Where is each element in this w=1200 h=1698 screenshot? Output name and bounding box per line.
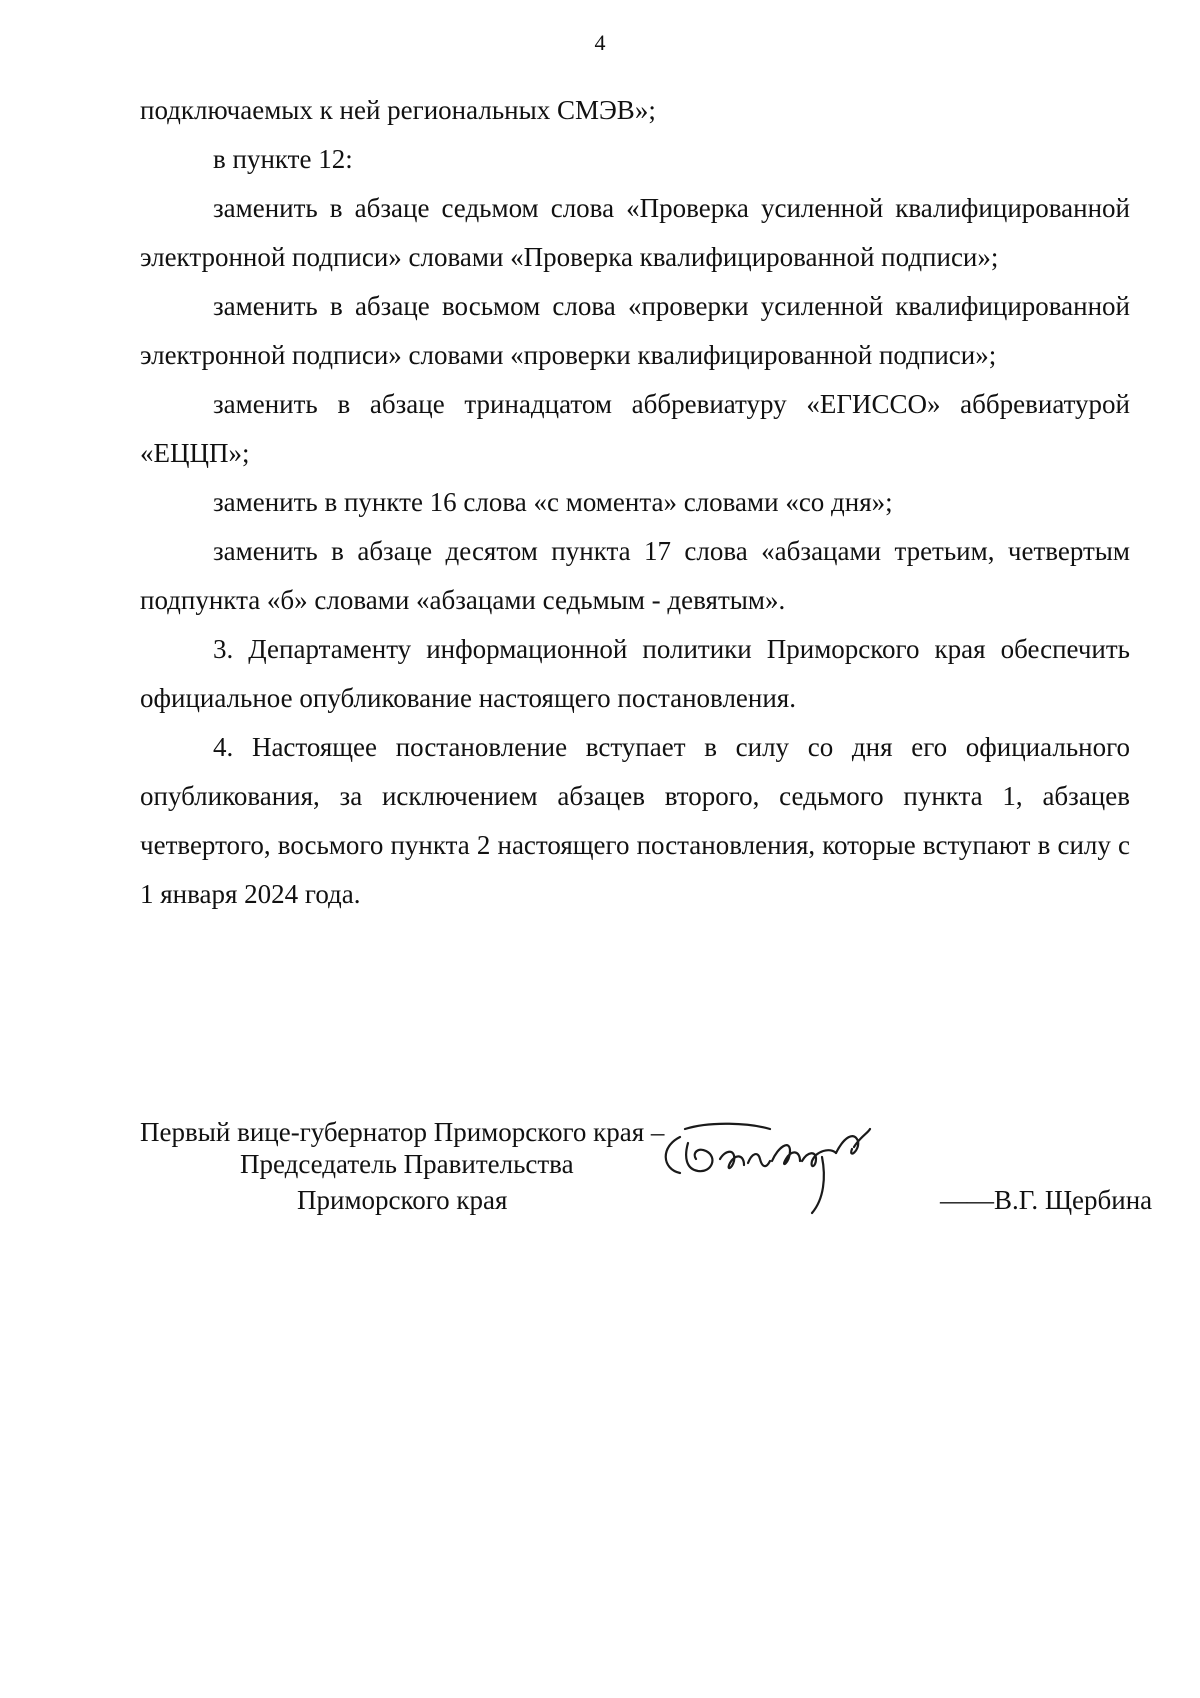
paragraph-amend-eighth: заменить в абзаце восьмом слова «проверки усиленной квалифицированной электронной подписи» словами «проверки квалифицированной подписи»; bbox=[140, 291, 1130, 370]
handwritten-signature bbox=[640, 1107, 950, 1227]
signature-block bbox=[140, 1117, 1153, 1237]
signer-title-line-1: Первый вице-губернатор Приморского края – bbox=[140, 1117, 665, 1147]
paragraph-amend-seventh: заменить в абзаце седьмом слова «Проверка усиленной квалифицированной электронной подписи» словами «Проверка квалифицированной подписи»; bbox=[140, 193, 1130, 272]
paragraph-amend-item-16: заменить в пункте 16 слова «с момента» словами «со дня»; bbox=[213, 487, 893, 517]
paragraph-item-12-heading: в пункте 12: bbox=[213, 144, 353, 174]
paragraph-amend-item-17: заменить в абзаце десятом пункта 17 слова «абзацами третьим, четвертым подпункта «б» словами «абзацами седьмым - девятым». bbox=[140, 536, 1130, 615]
paragraph-item-3: 3. Департаменту информационной политики Приморского края обеспечить официальное опубликование настоящего постановления. bbox=[140, 634, 1130, 713]
paragraph-continuation: подключаемых к ней региональных СМЭВ»; bbox=[140, 95, 656, 125]
page-number: 4 bbox=[594, 30, 606, 55]
signer-title-line-2: Председатель Правительства bbox=[240, 1149, 574, 1179]
paragraph-amend-thirteenth: заменить в абзаце тринадцатом аббревиатуру «ЕГИССО» аббревиатурой «ЕЦЦП»; bbox=[140, 389, 1130, 468]
signer-name: ——В.Г. Щербина bbox=[940, 1185, 1153, 1215]
paragraph-item-4: 4. Настоящее постановление вступает в силу со дня его официального опубликования, за исключением абзацев второго, седьмого пункта 1, абзацев четвертого, восьмого пункта 2 настоящего постановления, которые вступают в силу с 1 января 2024 года. bbox=[140, 732, 1130, 909]
document-body bbox=[140, 86, 1130, 919]
signer-title-line-3: Приморского края bbox=[297, 1185, 508, 1215]
